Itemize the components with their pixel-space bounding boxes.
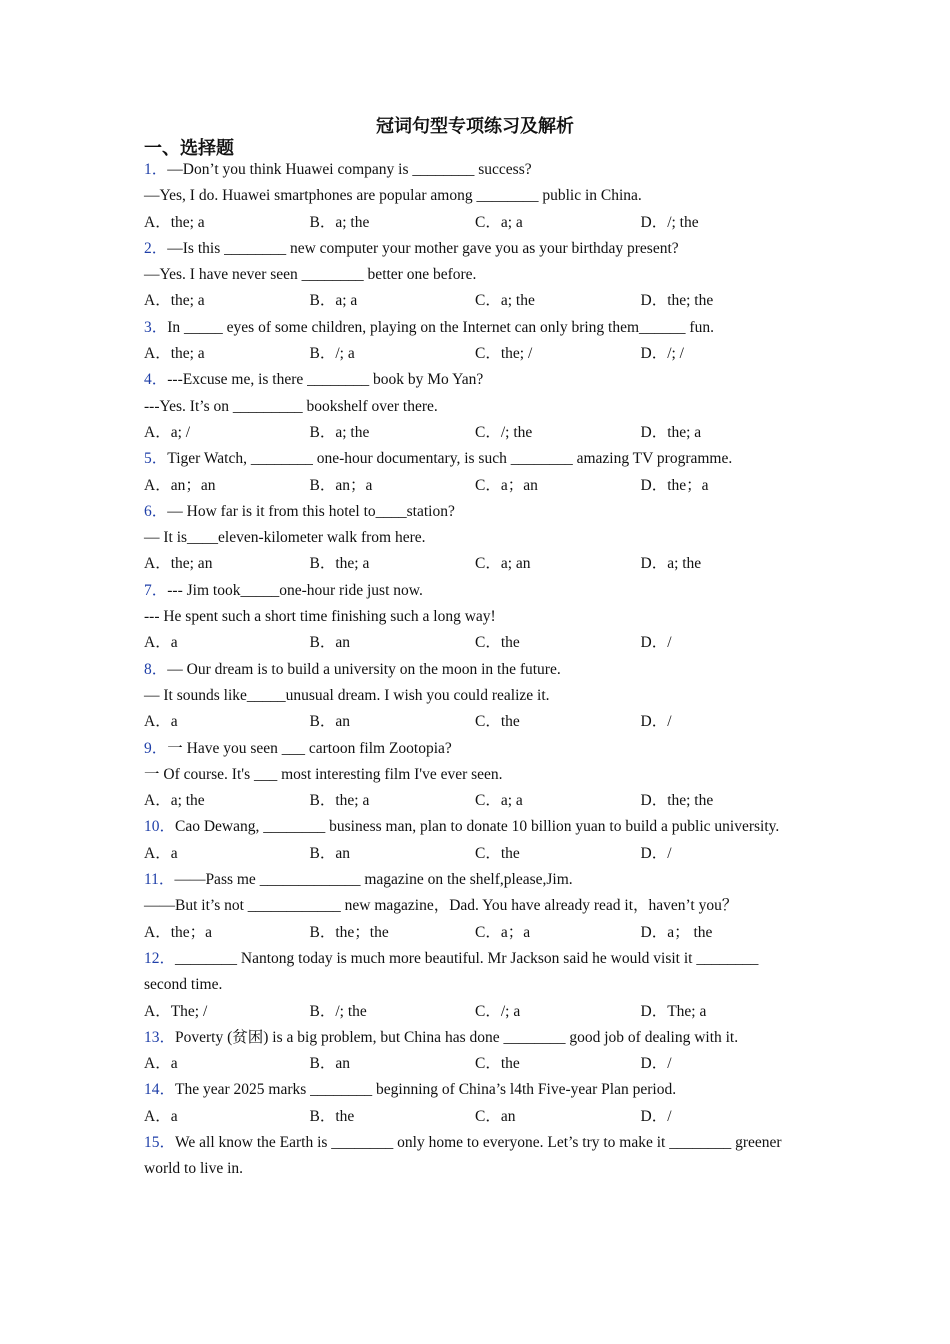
question-text: — How far is it from this hotel to____station? <box>167 502 455 520</box>
question-stem <box>144 1025 794 1051</box>
question-text: ---Yes. It’s on _________ bookshelf over there. <box>144 397 438 415</box>
answer-options <box>144 841 794 867</box>
question-text: Poverty (贫困) is a big problem, but China has done ________ good job of dealing with it. <box>175 1028 739 1046</box>
answer-options <box>144 788 794 814</box>
question-stem <box>144 236 794 262</box>
answer-option[interactable]: A．an；an <box>144 476 216 494</box>
answer-options <box>144 210 794 236</box>
answer-option[interactable]: C．a; a <box>475 213 523 231</box>
question-text: ---Excuse me, is there ________ book by Mo Yan? <box>167 371 484 389</box>
answer-option[interactable]: A．a <box>144 713 178 731</box>
answer-options <box>144 920 794 946</box>
question-text: Cao Dewang, ________ business man, plan to donate 10 billion yuan to build a public university. <box>175 818 780 836</box>
question-item <box>144 657 794 736</box>
question-stem <box>144 157 794 183</box>
question-stem <box>144 657 794 683</box>
question-item <box>144 736 794 815</box>
question-item <box>144 578 794 657</box>
answer-option[interactable]: B．a; the <box>309 213 370 231</box>
answer-option[interactable]: C．the <box>475 844 520 862</box>
question-number: 9． <box>144 739 168 757</box>
question-text: —Don’t you think Huawei company is ________ success? <box>167 161 532 178</box>
answer-option[interactable]: A．a; the <box>144 792 205 810</box>
question-number: 10． <box>144 818 176 836</box>
question-text: 一 Have you seen ___ cartoon film Zootopia? <box>167 739 452 757</box>
question-number: 3． <box>144 318 168 336</box>
answer-option[interactable]: C．the; / <box>475 345 533 363</box>
answer-options <box>144 1051 794 1077</box>
answer-options <box>144 630 794 656</box>
question-text: ——Pass me _____________ magazine on the shelf,please,Jim. <box>174 871 573 889</box>
answer-option[interactable]: A．a <box>144 1055 178 1073</box>
answer-option[interactable]: D．/ <box>640 713 672 731</box>
question-number: 14． <box>144 1081 176 1099</box>
answer-option[interactable]: A．a <box>144 1107 178 1125</box>
question-item <box>144 1130 794 1183</box>
section-heading: 一、选择题 <box>144 138 234 159</box>
question-text: The year 2025 marks ________ beginning of China’s l4th Five-year Plan period. <box>175 1081 677 1099</box>
question-number: 8． <box>144 660 168 678</box>
answer-options <box>144 709 794 735</box>
answer-option[interactable]: C．a；an <box>475 476 538 494</box>
answer-option[interactable]: D．The; a <box>640 1002 707 1020</box>
question-stem <box>144 1130 794 1183</box>
question-number: 12． <box>144 949 176 967</box>
answer-option[interactable]: D．the; the <box>640 292 714 310</box>
answer-option[interactable]: D．/ <box>640 1107 672 1125</box>
dialogue-line <box>144 262 794 288</box>
question-item <box>144 867 794 946</box>
question-stem <box>144 578 794 604</box>
dialogue-line <box>144 762 794 788</box>
answer-option[interactable]: D．/ <box>640 844 672 862</box>
question-text: ________ Nantong today is much more beautiful. Mr Jackson said he would visit it ________ second time. <box>144 949 759 994</box>
answer-option[interactable]: D．/ <box>640 1055 672 1073</box>
question-text: — Our dream is to build a university on the moon in the future. <box>167 660 561 678</box>
answer-option[interactable]: D．a； the <box>640 923 713 941</box>
answer-option[interactable]: B．the; a <box>309 792 370 810</box>
question-item <box>144 946 794 1025</box>
question-text: Tiger Watch, ________ one-hour documentary, is such ________ amazing TV programme. <box>167 450 733 468</box>
answer-option[interactable]: D．the; the <box>640 792 714 810</box>
dialogue-line <box>144 525 794 551</box>
answer-option[interactable]: A．the; a <box>144 292 205 310</box>
question-number: 2． <box>144 239 168 257</box>
question-text: ——But it’s not ____________ new magazine，Dad. You have already read it，haven’t you？ <box>144 897 738 915</box>
answer-option[interactable]: D．the；a <box>640 476 709 494</box>
answer-option[interactable]: C．a; a <box>475 792 523 810</box>
answer-option[interactable]: D．a; the <box>640 555 702 573</box>
answer-option[interactable]: C．the <box>475 1055 520 1073</box>
answer-option[interactable]: B．the；the <box>309 923 389 941</box>
question-stem <box>144 315 794 341</box>
answer-option[interactable]: A．a; / <box>144 423 191 441</box>
answer-option[interactable]: B．a; a <box>309 292 358 310</box>
answer-options <box>144 420 794 446</box>
question-text: 一 Of course. It's ___ most interesting film I've ever seen. <box>144 765 503 783</box>
question-stem <box>144 736 794 762</box>
question-text: —Is this ________ new computer your mother gave you as your birthday present? <box>167 239 679 257</box>
answer-options <box>144 1104 794 1130</box>
question-list <box>144 157 794 1183</box>
answer-option[interactable]: A．a <box>144 634 178 652</box>
answer-options <box>144 288 794 314</box>
answer-option[interactable]: B．/; the <box>309 1002 367 1020</box>
question-text: We all know the Earth is ________ only home to everyone. Let’s try to make it ________ greener world to live in. <box>144 1133 782 1178</box>
question-item <box>144 814 794 867</box>
answer-option[interactable]: C．/; a <box>475 1002 521 1020</box>
question-number: 13． <box>144 1028 176 1046</box>
question-text: — It is____eleven-kilometer walk from here. <box>144 529 426 547</box>
question-text: — It sounds like_____unusual dream. I wish you could realize it. <box>144 686 550 704</box>
question-item <box>144 236 794 315</box>
question-text: In _____ eyes of some children, playing on the Internet can only bring them______ fun. <box>167 318 714 336</box>
question-stem <box>144 814 794 840</box>
answer-option[interactable]: B．the <box>309 1107 355 1125</box>
question-number: 15． <box>144 1133 176 1151</box>
question-text: --- He spent such a short time finishing such a long way! <box>144 608 496 626</box>
answer-option[interactable]: D．/; / <box>640 345 684 363</box>
answer-option[interactable]: A．the; an <box>144 555 213 573</box>
answer-option[interactable]: B．an <box>309 713 350 731</box>
dialogue-line <box>144 394 794 420</box>
question-number: 6． <box>144 502 168 520</box>
question-item <box>144 315 794 368</box>
question-number: 5． <box>144 450 168 468</box>
answer-options <box>144 551 794 577</box>
question-text: —Yes. I have never seen ________ better one before. <box>144 266 477 284</box>
question-item <box>144 1077 794 1130</box>
answer-option[interactable]: D．/ <box>640 634 672 652</box>
question-text: --- Jim took_____one-hour ride just now. <box>167 581 423 599</box>
answer-option[interactable]: D．the; a <box>640 423 702 441</box>
dialogue-line <box>144 183 794 209</box>
question-stem <box>144 367 794 393</box>
question-stem <box>144 446 794 472</box>
answer-option[interactable]: A．the；a <box>144 923 213 941</box>
question-number: 4． <box>144 371 168 389</box>
page-title: 冠词句型专项练习及解析 <box>376 116 574 137</box>
answer-option[interactable]: C．an <box>475 1107 516 1125</box>
answer-option[interactable]: B．the; a <box>309 555 370 573</box>
answer-options <box>144 999 794 1025</box>
question-stem <box>144 946 794 999</box>
answer-option[interactable]: A．the; a <box>144 345 205 363</box>
answer-option[interactable]: C．the <box>475 713 520 731</box>
answer-option[interactable]: A．The; / <box>144 1002 208 1020</box>
answer-options <box>144 473 794 499</box>
question-item <box>144 157 794 236</box>
question-stem <box>144 499 794 525</box>
answer-option[interactable]: C．/; the <box>475 423 533 441</box>
answer-options <box>144 341 794 367</box>
question-item <box>144 1025 794 1078</box>
answer-option[interactable]: A．a <box>144 844 178 862</box>
question-number: 1． <box>144 161 168 178</box>
question-item <box>144 446 794 499</box>
question-text: —Yes, I do. Huawei smartphones are popular among ________ public in China. <box>144 187 642 205</box>
dialogue-line <box>144 604 794 630</box>
answer-option[interactable]: C．a; an <box>475 555 531 573</box>
answer-option[interactable]: C．a; the <box>475 292 535 310</box>
question-stem <box>144 867 794 893</box>
answer-option[interactable]: C．a；a <box>475 923 531 941</box>
answer-option[interactable]: C．the <box>475 634 520 652</box>
answer-option[interactable]: B．an <box>309 844 350 862</box>
answer-option[interactable]: B．a; the <box>309 423 370 441</box>
question-number: 7． <box>144 581 168 599</box>
question-item <box>144 499 794 578</box>
dialogue-line <box>144 893 794 919</box>
answer-option[interactable]: B．an；a <box>309 476 373 494</box>
question-stem <box>144 1077 794 1103</box>
answer-option[interactable]: B．/; a <box>309 345 355 363</box>
answer-option[interactable]: A．the; a <box>144 213 205 231</box>
answer-option[interactable]: B．an <box>309 1055 350 1073</box>
answer-option[interactable]: B．an <box>309 634 350 652</box>
answer-option[interactable]: D．/; the <box>640 213 699 231</box>
dialogue-line <box>144 683 794 709</box>
question-number: 11． <box>144 871 175 889</box>
question-item <box>144 367 794 446</box>
